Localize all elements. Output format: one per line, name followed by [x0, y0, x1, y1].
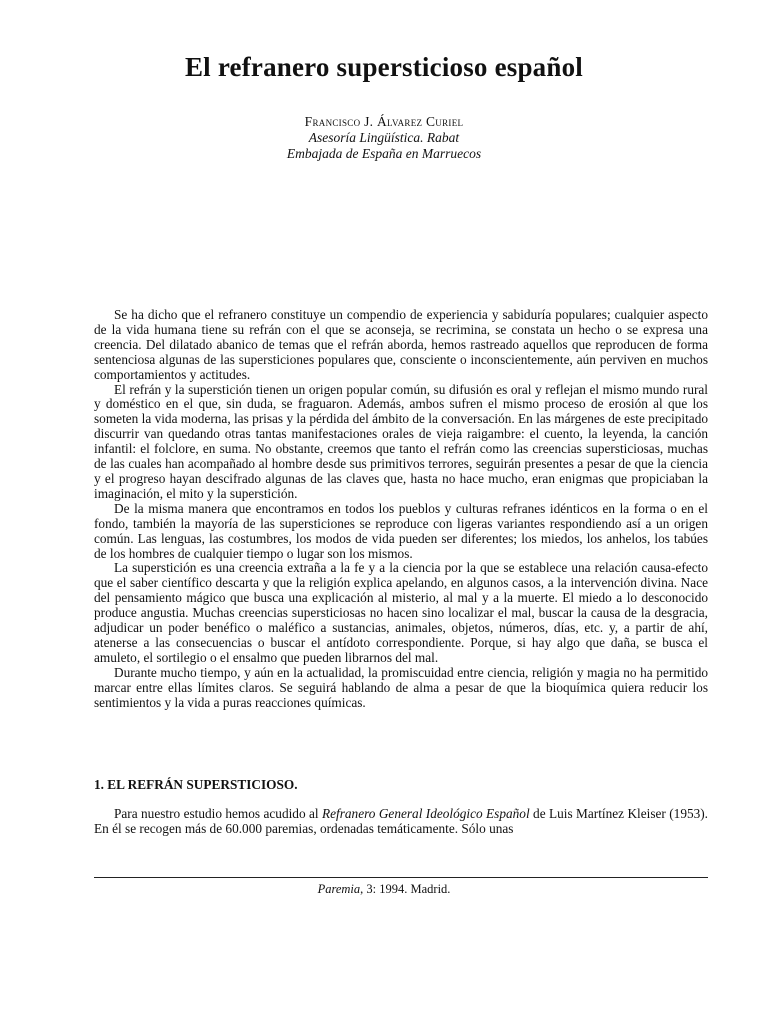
cited-book-title: Refranero General Ideológico Español	[322, 806, 530, 821]
author-name: Francisco J. Álvarez Curiel	[304, 114, 464, 129]
affiliation-line-2: Embajada de España en Marruecos	[286, 146, 482, 161]
byline	[0, 114, 768, 162]
paragraph-2: El refrán y la superstición tienen un origen popular común, su difusión es oral y reflejan el mismo mundo rural y doméstico en el que, sin duda, se fraguaron. Además, ambos sufren el mismo proceso de erosión al que los someten la vida moderna, las prisas y la pérdida del ámbito de la conversación. En las márgenes de este precipitado discurrir van quedando otras tantas manifestaciones orales de vieja raigambre: el cuento, la leyenda, la canción infantil: el folclore, en suma. No obstante, creemos que tanto el refrán como las creencias supersticiosas, muchas de las cuales han acompañado al hombre desde sus primitivos terrores, seguirán presentes a pesar de que la ciencia y el progreso hayan descifrado algunas de las claves que, hasta no hace mucho, eran enigmas que propiciaban la imaginación, el mito y la superstición.	[94, 381, 708, 501]
paper-title: El refranero supersticioso español	[184, 52, 584, 82]
paragraph-1: Se ha dicho que el refranero constituye un compendio de experiencia y sabiduría populares; cualquier aspecto de la vida humana tiene su refrán con el que se aconseja, se recrimina, se constata un hecho o se expresa una creencia. Del dilatado abanico de temas que el refrán aborda, hemos rastreado aquellos que reproducen de forma sentenciosa algunas de las supersticiones populares que, consciente o inconscientemente, aún perviven en muchos comportamientos y actitudes.	[94, 307, 708, 382]
journal-name: Paremia	[317, 882, 361, 896]
section-paragraph-text-before: Para nuestro estudio hemos acudido al	[114, 806, 322, 821]
paragraph-4: La superstición es una creencia extraña a la fe y a la ciencia por la que se establece una relación causa-efecto que el saber científico descarta y que la religión explica apelando, en algunos casos, a la intervención divina. Nace del pensamiento mágico que busca una explicación al misterio, al mal y a la muerte. El miedo a lo desconocido produce angustia. Muchas creencias supersticiosas no hacen sino localizar el mal, buscar la causa de la desgracia, adjudicar un poder benéfico o maléfico a sustancias, animales, objetos, números, días, etc. y, a partir de ahí, atenerse a las consecuencias o buscar el antídoto correspondiente. Porque, si hay algo que daña, se busca el amuleto, el sortilegio o el ensalmo que pueden librarnos del mal.	[94, 560, 708, 665]
section-paragraph-text-after: de Luis Martínez Kleiser (1953). En él se recogen más de 60.000 paremias, ordenadas temáticamente. Sólo unas	[94, 806, 709, 836]
body-text	[94, 308, 708, 710]
section-body	[94, 806, 708, 836]
footer-citation	[0, 882, 768, 897]
footer-rule	[94, 877, 708, 878]
section-paragraph	[94, 806, 708, 836]
paragraph-5: Durante mucho tiempo, y aún en la actualidad, la promiscuidad entre ciencia, religión y magia no ha permitido marcar entre ellas límites claros. Se seguirá hablando de alma a pesar de que la bioquímica quiera reducir los sentimientos y la vida a puras reacciones químicas.	[94, 664, 708, 710]
section-heading: 1. EL REFRÁN SUPERSTICIOSO.	[94, 777, 298, 792]
paragraph-3: De la misma manera que encontramos en todos los pueblos y culturas refranes idénticos en la forma o en el fondo, también la mayoría de las supersticiones se reproduce con ligeras variantes respondiendo así a un origen común. Las lenguas, las costumbres, los modos de vida pueden ser diferentes; los miedos, los anhelos, los tabúes de los hombres de cualquier tiempo o lugar son los mismos.	[94, 500, 708, 561]
affiliation-line-1: Asesoría Lingüística. Rabat	[308, 130, 460, 145]
journal-details: , 3: 1994. Madrid.	[360, 882, 451, 896]
